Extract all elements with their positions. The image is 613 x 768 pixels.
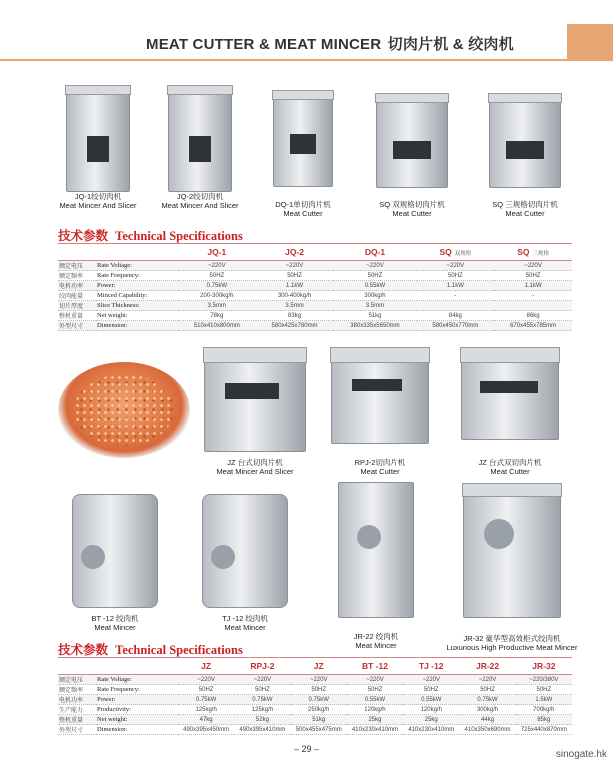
spec-row (58, 725, 572, 735)
product-code: SQ 双规格切肉片机 (379, 200, 445, 209)
spec-cell: ~220V (291, 675, 347, 685)
page-title-en: MEAT CUTTER & MEAT MINCER (146, 36, 382, 53)
spec-label-en: Power: (96, 695, 178, 705)
spec-cell: 51kg (333, 311, 416, 321)
machine-opening (393, 141, 431, 159)
product-code: JZ 台式双切肉片机 (478, 458, 542, 467)
spec-cell: 44kg (459, 715, 515, 725)
product-image (331, 352, 429, 444)
spec-cell: 50HZ (403, 685, 459, 695)
page-title (146, 33, 514, 54)
spec-cell: 300kg/h (459, 705, 515, 715)
spec-label-cn: 整机重量 (58, 311, 96, 321)
spec-col-header: JZ (291, 658, 347, 675)
product-name: Meat Mincer (355, 641, 397, 650)
spec-col-header: JZ (178, 658, 234, 675)
product-image (204, 352, 306, 452)
spec-cell: 1.5kW (516, 695, 572, 705)
spec-cell: 1.1kW (256, 281, 334, 291)
product-tj-12 (190, 494, 300, 632)
spec-col-header: TJ -12 (403, 658, 459, 675)
spec-col-header: SQ 三规格 (494, 244, 572, 261)
spec-cell: 0.75kW (459, 695, 515, 705)
spec-row (58, 301, 572, 311)
watermark: sinogate.hk (555, 749, 607, 760)
spec-cell: 410x230x410mm (403, 725, 459, 735)
spec-label-en: Productivity: (96, 705, 178, 715)
spec-cell: 50HZ (178, 685, 234, 695)
page-number: – 29 – (293, 744, 320, 754)
spec-title-en: Technical Specifications (115, 643, 243, 657)
spec-cell: 25kg (403, 715, 459, 725)
product-image (202, 494, 288, 608)
product-image (66, 90, 130, 192)
spec-col-header: DQ-1 (333, 244, 416, 261)
product-jz-slicer (195, 352, 315, 476)
spec-title-cn: 技术参数 (58, 643, 109, 657)
spec-row (58, 675, 572, 685)
machine-top (203, 347, 307, 363)
header-divider (0, 59, 613, 61)
machine-top (65, 85, 131, 95)
spec-col-header: RPJ-2 (234, 658, 290, 675)
machine-top (272, 90, 334, 100)
spec-cell: 51kg (291, 715, 347, 725)
product-code: JZ 台式切肉片机 (227, 458, 283, 467)
spec-header-blank (58, 244, 178, 261)
spec-cell: 3.5mm (333, 301, 416, 311)
spec-title-en: Technical Specifications (115, 229, 243, 243)
spec-label-cn: 生产能力 (58, 705, 96, 715)
spec-label-en: Dimension: (96, 321, 178, 331)
spec-row (58, 271, 572, 281)
product-name: Meat Mincer And Slicer (59, 201, 137, 210)
spec-cell: 1.1kW (417, 281, 495, 291)
spec-cell: 0.75kW (178, 695, 234, 705)
spec-cell: 125kg/h (178, 705, 234, 715)
product-jq-1 (48, 90, 148, 210)
machine-top (330, 347, 430, 363)
product-image (338, 482, 414, 618)
page-title-cn: 切肉片机 & 绞肉机 (387, 36, 514, 53)
spec-cell: ~220V (459, 675, 515, 685)
product-jq-2 (150, 90, 250, 210)
spec-cell: 85kg (516, 715, 572, 725)
product-code: JR-22 绞肉机 (353, 632, 399, 641)
spec-label-cn: 额定频率 (58, 685, 96, 695)
spec-row (58, 291, 572, 301)
spec-cell: 380x335x5650mm (333, 321, 416, 331)
spec-cell: ~220V (256, 261, 334, 271)
spec-cell: ~220V (178, 675, 234, 685)
spec-label-en: Rate Frequency: (96, 685, 178, 695)
machine-opening (225, 383, 279, 399)
spec-col-header: JR-22 (459, 658, 515, 675)
spec-header-blank (58, 658, 178, 675)
spec-label-en: Rate Voltage: (96, 261, 178, 271)
spec-row (58, 695, 572, 705)
product-rpj-2 (330, 352, 430, 476)
minced-meat-photo (58, 362, 190, 458)
spec-cell: 0.75kW (178, 281, 256, 291)
spec-cell: ~220V (178, 261, 256, 271)
spec-label-en: Power: (96, 281, 178, 291)
spec-cell: 250kg/h (291, 705, 347, 715)
spec-row (58, 685, 572, 695)
spec-cell: - (417, 291, 495, 301)
spec-cell: 0.75kW (291, 695, 347, 705)
machine-opening (189, 136, 211, 162)
spec-cell: ~220V (494, 261, 572, 271)
product-image (489, 98, 561, 188)
spec-row (58, 715, 572, 725)
product-code: TJ -12 绞肉机 (222, 614, 268, 623)
spec-label-cn: 绞肉能量 (58, 291, 96, 301)
spec-cell: 490x395x410mm (234, 725, 290, 735)
spec-cell: 580x425x780mm (256, 321, 334, 331)
spec-col-header: JQ-2 (256, 244, 334, 261)
spec-cell: 0.55kW (347, 695, 403, 705)
spec-cell: 52kg (234, 715, 290, 725)
machine-top (375, 93, 449, 103)
product-image (463, 488, 561, 618)
spec-label-cn: 额定电压 (58, 261, 96, 271)
spec-label-cn: 外型尺寸 (58, 321, 96, 331)
product-name: Meat Cutter (490, 467, 530, 476)
spec-cell: ~220V (347, 675, 403, 685)
spec-cell: 300-400kg/h (256, 291, 334, 301)
spec-title-cn: 技术参数 (58, 229, 109, 243)
machine-opening (290, 134, 316, 154)
spec-cell: 490x395x450mm (178, 725, 234, 735)
spec-cell: 50HZ (256, 271, 334, 281)
spec-label-en: Dimension: (96, 725, 178, 735)
spec-label-cn: 额定频率 (58, 271, 96, 281)
spec-cell: ~220V (417, 261, 495, 271)
mincer-head (357, 525, 381, 549)
spec-cell: 50HZ (417, 271, 495, 281)
spec-cell: 700kg/h (516, 705, 572, 715)
spec-label-cn: 整机重量 (58, 715, 96, 725)
spec-cell: 50HZ (291, 685, 347, 695)
spec-cell: 84kg (417, 311, 495, 321)
spec-label-cn: 电机功率 (58, 281, 96, 291)
spec-row (58, 311, 572, 321)
spec-label-cn: 切片厚度 (58, 301, 96, 311)
spec-col-header: BT -12 (347, 658, 403, 675)
product-code: RPJ-2切肉片机 (354, 458, 406, 467)
spec-cell: 50HZ (178, 271, 256, 281)
spec-row (58, 261, 572, 271)
spec-label-cn: 额定电压 (58, 675, 96, 685)
spec-cell: 125kg/h (234, 705, 290, 715)
product-dq-1 (258, 95, 348, 218)
spec-title-1 (58, 226, 243, 244)
spec-label-en: Minced Capability: (96, 291, 178, 301)
spec-cell: 1.1kW (494, 281, 572, 291)
spec-cell: 500x455x475mm (291, 725, 347, 735)
product-image (461, 352, 559, 440)
mincer-head (211, 545, 235, 569)
spec-cell: 0.55kW (333, 281, 416, 291)
spec-cell (494, 301, 572, 311)
spec-col-header: SQ 双规格 (417, 244, 495, 261)
spec-cell: ~220V (234, 675, 290, 685)
spec-title-2 (58, 640, 243, 658)
spec-cell: 78kg (178, 311, 256, 321)
product-code: DQ-1单切肉片机 (275, 200, 331, 209)
header-accent-tab (567, 24, 613, 60)
spec-cell: 580x450x770mm (417, 321, 495, 331)
spec-row (58, 281, 572, 291)
spec-cell: 670x455x785mm (494, 321, 572, 331)
spec-cell: 410x230x410mm (347, 725, 403, 735)
spec-label-cn: 电机功率 (58, 695, 96, 705)
spec-cell: 200-300kg/h (178, 291, 256, 301)
spec-cell: 50HZ (494, 271, 572, 281)
product-name: Meat Cutter (505, 209, 545, 218)
mincer-head (81, 545, 105, 569)
spec-cell: ~220/380V (516, 675, 572, 685)
product-name: Luxurious High Productive Meat Mincer (446, 643, 578, 652)
product-name: Meat Mincer And Slicer (161, 201, 239, 210)
spec-cell: 50HZ (347, 685, 403, 695)
spec-cell: 410x350x690mm (459, 725, 515, 735)
product-code: JQ-1绞切肉机 (74, 192, 122, 201)
spec-label-en: Rate Voltage: (96, 675, 178, 685)
spec-cell: 3.5mm (256, 301, 334, 311)
product-bt-12 (60, 494, 170, 632)
spec-cell: ~220V (333, 261, 416, 271)
product-code: SQ 三规格切肉片机 (492, 200, 558, 209)
machine-opening (87, 136, 109, 162)
spec-cell: 50HZ (333, 271, 416, 281)
spec-cell: 86kg (494, 311, 572, 321)
product-name: Meat Mincer And Slicer (216, 467, 294, 476)
spec-cell: 47kg (178, 715, 234, 725)
spec-cell: - (494, 291, 572, 301)
product-name: Meat Mincer (94, 623, 136, 632)
product-name: Meat Cutter (283, 209, 323, 218)
spec-label-en: Slice Thickness: (96, 301, 178, 311)
spec-cell: 50HZ (459, 685, 515, 695)
spec-table-2 (58, 657, 572, 735)
product-jr-22 (326, 482, 426, 650)
spec-table-1 (58, 243, 572, 331)
machine-top (462, 483, 562, 497)
spec-cell: 120kg/h (347, 705, 403, 715)
product-jz-double (455, 352, 565, 476)
spec-cell: 83kg (256, 311, 334, 321)
product-code: BT -12 绞肉机 (91, 614, 139, 623)
machine-top (488, 93, 562, 103)
machine-opening (506, 141, 544, 159)
product-image (273, 95, 333, 187)
spec-cell: 0.75kW (234, 695, 290, 705)
spec-col-header: JQ-1 (178, 244, 256, 261)
product-jr-32 (437, 488, 587, 652)
product-image (168, 90, 232, 192)
spec-cell: ~220V (403, 675, 459, 685)
machine-opening (480, 381, 538, 393)
machine-top (460, 347, 560, 363)
spec-cell: 25kg (347, 715, 403, 725)
spec-cell: 0.55kW (403, 695, 459, 705)
spec-cell: 50HZ (234, 685, 290, 695)
spec-cell (417, 301, 495, 311)
spec-row (58, 705, 572, 715)
spec-cell: 50HZ (516, 685, 572, 695)
product-name: Meat Cutter (392, 209, 432, 218)
spec-cell: 3.5mm (178, 301, 256, 311)
machine-top (167, 85, 233, 95)
product-code: JQ-2绞切肉机 (176, 192, 224, 201)
product-sq-double (362, 98, 462, 218)
spec-col-header: JR-32 (516, 658, 572, 675)
spec-cell: 510x410x800mm (178, 321, 256, 331)
spec-label-en: Net weight: (96, 311, 178, 321)
product-image (376, 98, 448, 188)
spec-label-cn: 外型尺寸 (58, 725, 96, 735)
machine-opening (352, 379, 402, 391)
spec-row (58, 321, 572, 331)
product-image (72, 494, 158, 608)
product-code: JR-32 豪华型高效柜式绞肉机 (463, 634, 561, 643)
product-name: Meat Mincer (224, 623, 266, 632)
spec-cell: 300kg/h (333, 291, 416, 301)
spec-cell: 725x440x870mm (516, 725, 572, 735)
spec-cell: 120kg/h (403, 705, 459, 715)
mincer-head (484, 519, 514, 549)
product-name: Meat Cutter (360, 467, 400, 476)
spec-label-en: Rate Frequency: (96, 271, 178, 281)
product-sq-triple (470, 98, 580, 218)
spec-label-en: Net weight: (96, 715, 178, 725)
